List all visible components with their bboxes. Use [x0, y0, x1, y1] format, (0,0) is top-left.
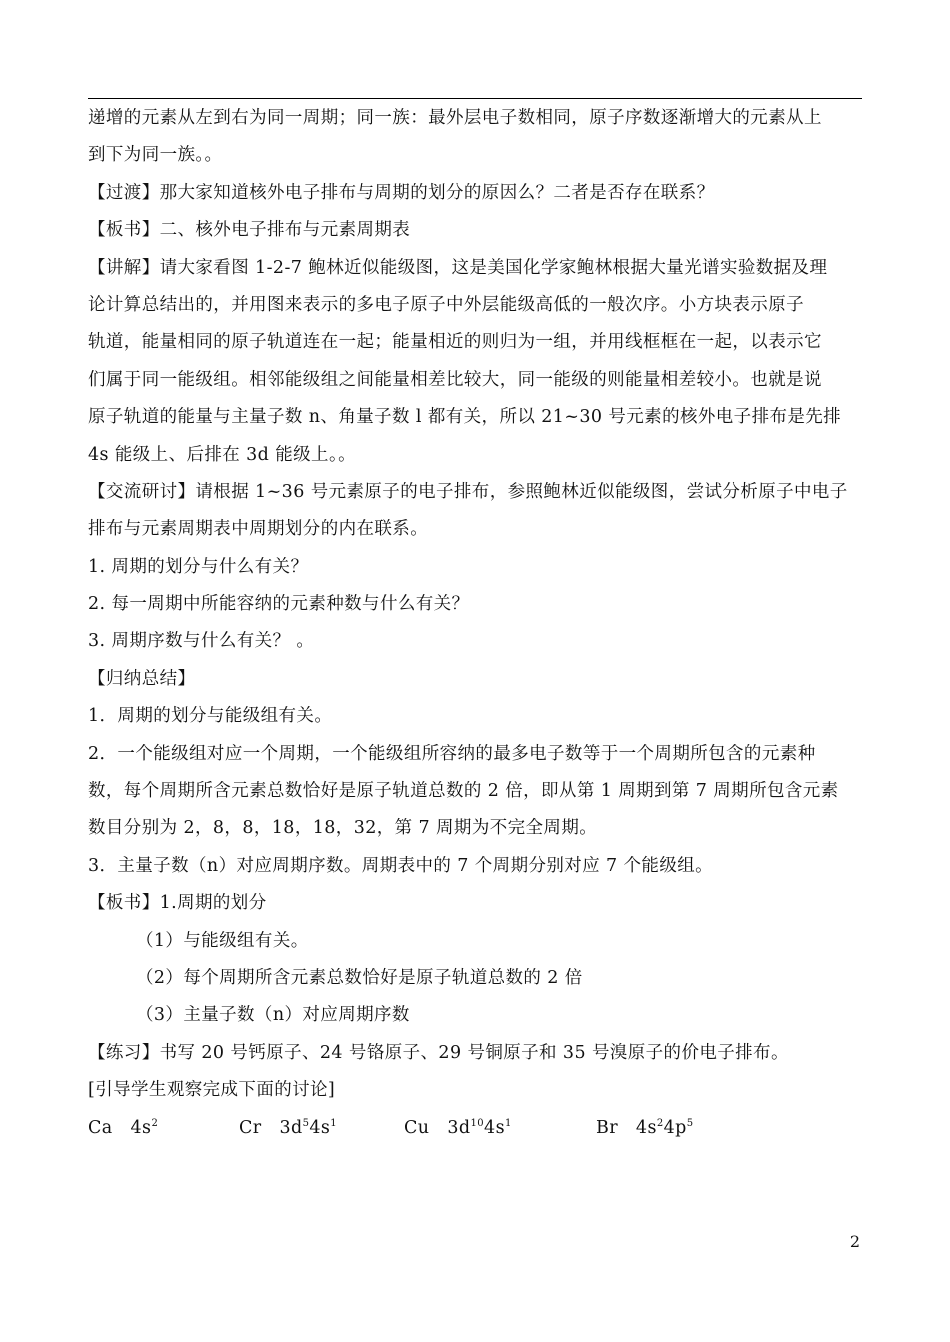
text-line: 们属于同一能级组。相邻能级组之间能量相差比较大，同一能级的则能量相差较小。也就是说 — [88, 369, 822, 390]
electron-count: 5 — [686, 1117, 694, 1129]
formula-cr — [239, 1110, 337, 1147]
page-number: 2 — [849, 1232, 860, 1251]
element-symbol: Br — [596, 1117, 619, 1138]
electron-count: 10 — [470, 1117, 485, 1129]
orbital: 4s — [635, 1117, 657, 1138]
electron-count: 2 — [151, 1117, 159, 1129]
question-item: 2. 每一周期中所能容纳的元素种数与什么有关？ — [88, 594, 470, 615]
electron-count: 1 — [504, 1117, 512, 1129]
text-line: 【板书】二、核外电子排布与元素周期表 — [88, 220, 411, 241]
section-heading: 【归纳总结】 — [88, 668, 196, 689]
exercise-line: 【练习】书写 20 号钙原子、24 号铬原子、29 号铜原子和 35 号溴原子的价电子排布。 — [88, 1042, 789, 1063]
text-line: 【讲解】请大家看图 1-2-7 鲍林近似能级图，这是美国化学家鲍林根据大量光谱实验数据及理 — [88, 257, 828, 278]
summary-item: 1．周期的划分与能级组有关。 — [88, 706, 333, 727]
element-symbol: Cu — [404, 1117, 430, 1138]
text-line: 到下为同一族。。 — [88, 145, 223, 166]
header-rule — [88, 98, 862, 99]
guidance-line: [引导学生观察完成下面的讨论] — [88, 1080, 336, 1101]
orbital: 4s — [309, 1117, 331, 1138]
question-item: 3. 周期序数与什么有关？ 。 — [88, 631, 315, 652]
summary-item: 数，每个周期所含元素总数恰好是原子轨道总数的 2 倍，即从第 1 周期到第 7 周期所包含元素 — [88, 781, 839, 802]
electron-count: 1 — [330, 1117, 338, 1129]
element-symbol: Cr — [239, 1117, 262, 1138]
text-line: 递增的元素从左到右为同一周期；同一族：最外层电子数相同，原子序数逐渐增大的元素从上 — [88, 108, 822, 128]
orbital: 3d — [279, 1117, 303, 1138]
text-line: 论计算总结出的，并用图来表示的多电子原子中外层能级高低的一般次序。小方块表示原子 — [88, 294, 804, 315]
element-symbol: Ca — [88, 1117, 113, 1138]
board-item: （3）主量子数（n）对应周期序数 — [136, 1005, 410, 1026]
orbital: 4p — [663, 1117, 687, 1138]
electron-count: 5 — [302, 1117, 310, 1129]
board-item: （1）与能级组有关。 — [136, 930, 309, 951]
question-item: 1. 周期的划分与什么有关？ — [88, 556, 309, 577]
text-line: 原子轨道的能量与主量子数 n、角量子数 l 都有关，所以 21~30 号元素的核外电子排布是先排 — [88, 407, 842, 428]
board-heading: 【板书】1.周期的划分 — [88, 893, 267, 914]
text-line: 【交流研讨】请根据 1~36 号元素原子的电子排布，参照鲍林近似能级图，尝试分析原子中电子 — [88, 481, 848, 502]
formula-cu — [404, 1110, 512, 1147]
text-line: 轨道，能量相同的原子轨道连在一起；能量相近的则归为一组，并用线框框在一起，以表示它 — [88, 332, 822, 353]
text-line: 排布与元素周期表中周期划分的内在联系。 — [88, 519, 429, 540]
electron-config-row — [88, 1110, 864, 1147]
orbital: 4s — [130, 1117, 152, 1138]
summary-item: 2．一个能级组对应一个周期，一个能级组所容纳的最多电子数等于一个周期所包含的元素种 — [88, 743, 816, 764]
text-line: 4s 能级上、后排在 3d 能级上。。 — [88, 444, 356, 465]
summary-item: 数目分别为 2，8，8，18，18，32，第 7 周期为不完全周期。 — [88, 818, 598, 839]
board-item: （2）每个周期所含元素总数恰好是原子轨道总数的 2 倍 — [136, 967, 583, 988]
document-body — [88, 100, 864, 1147]
orbital: 3d — [447, 1117, 471, 1138]
orbital: 4s — [484, 1117, 505, 1138]
electron-count: 2 — [656, 1117, 664, 1129]
summary-item: 3．主量子数（n）对应周期序数。周期表中的 7 个周期分别对应 7 个能级组。 — [88, 855, 714, 876]
text-line: 【过渡】那大家知道核外电子排布与周期的划分的原因么？二者是否存在联系？ — [88, 182, 715, 203]
formula-br — [596, 1110, 694, 1147]
formula-ca — [88, 1110, 158, 1147]
